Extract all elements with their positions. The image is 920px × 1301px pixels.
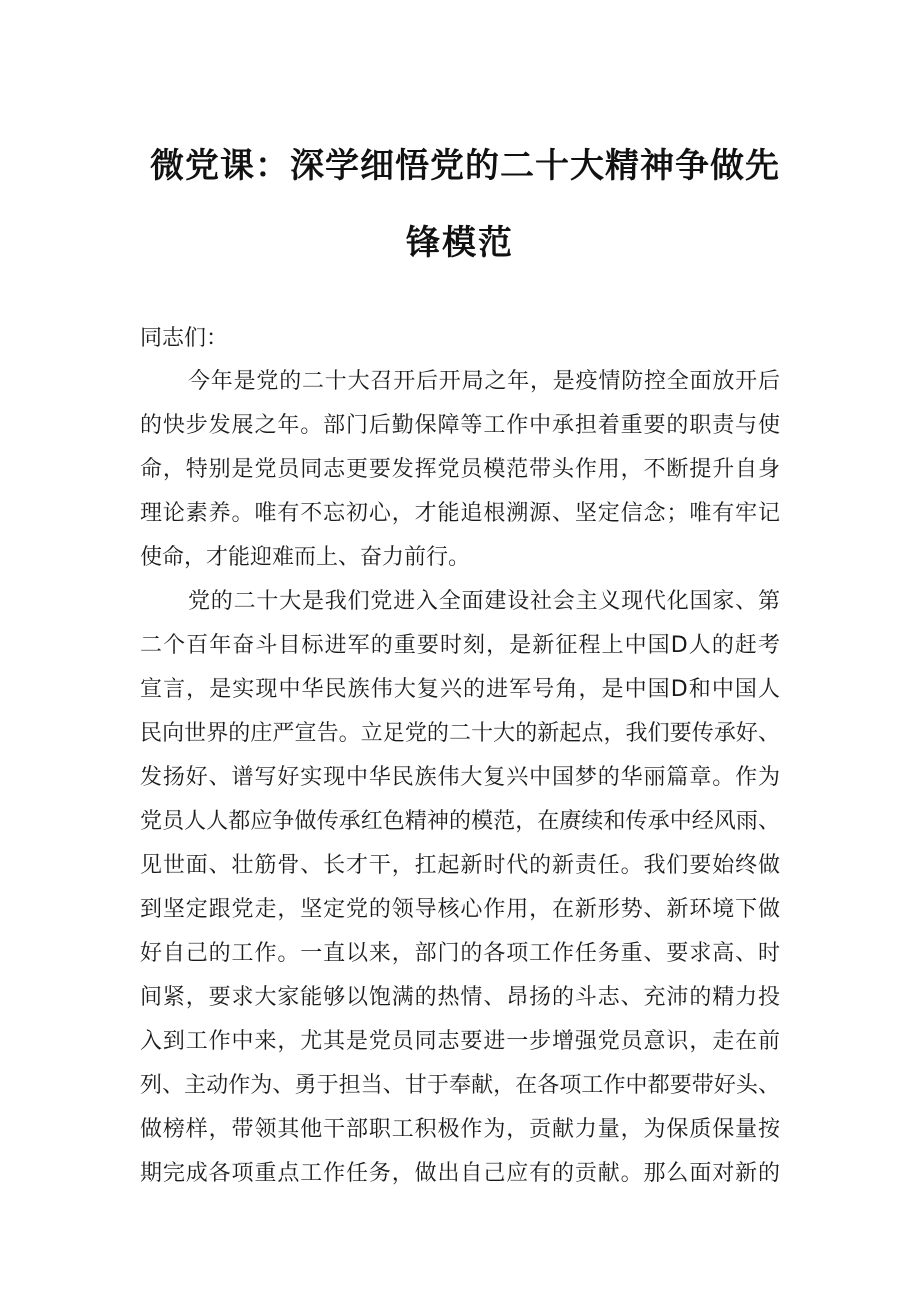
- paragraph-2-line-12: 列、主动作为、勇于担当、甘于奉献，在各项工作中都要带好头、: [140, 1073, 780, 1098]
- paragraph-2-line-6: 党员人人都应争做传承红色精神的模范，在赓续和传承中经风雨、: [140, 809, 780, 834]
- paragraph-2-line-10: 间紧，要求大家能够以饱满的热情、昂扬的斗志、充沛的精力投: [140, 985, 780, 1010]
- paragraph-2-line-9: 好自己的工作。一直以来，部门的各项工作任务重、要求高、时: [140, 941, 780, 966]
- paragraph-1-line-3: 命，特别是党员同志更要发挥党员模范带头作用，不断提升自身: [140, 457, 780, 482]
- paragraph-2-line-4: 民向世界的庄严宣告。立足党的二十大的新起点，我们要传承好、: [140, 721, 780, 746]
- paragraph-1-line-1: 今年是党的二十大召开后开局之年，是疫情防控全面放开后: [188, 369, 780, 394]
- paragraph-2-line-5: 发扬好、谱写好实现中华民族伟大复兴中国梦的华丽篇章。作为: [140, 765, 780, 790]
- paragraph-2-line-1: 党的二十大是我们党进入全面建设社会主义现代化国家、第: [188, 589, 780, 614]
- paragraph-2-line-13: 做榜样，带领其他干部职工积极作为，贡献力量，为保质保量按: [140, 1117, 780, 1142]
- paragraph-1-line-5: 使命，才能迎难而上、奋力前行。: [140, 545, 471, 570]
- page-title-line-1: 微党课：深学细悟党的二十大精神争做先: [150, 146, 780, 186]
- paragraph-2-line-8: 到坚定跟党走，坚定党的领导核心作用，在新形势、新环境下做: [140, 897, 780, 922]
- paragraph-2-line-7: 见世面、壮筋骨、长才干，扛起新时代的新责任。我们要始终做: [140, 853, 780, 878]
- paragraph-2-line-11: 入到工作中来，尤其是党员同志要进一步增强党员意识，走在前: [140, 1029, 780, 1054]
- paragraph-2-line-2: 二个百年奋斗目标进军的重要时刻，是新征程上中国D人的赶考: [140, 633, 780, 658]
- page-title-line-2: 锋模范: [406, 223, 514, 263]
- paragraph-2-line-14: 期完成各项重点工作任务，做出自己应有的贡献。那么面对新的: [140, 1161, 780, 1186]
- salutation: 同志们：: [140, 326, 229, 351]
- paragraph-1-line-4: 理论素养。唯有不忘初心，才能追根溯源、坚定信念；唯有牢记: [140, 501, 780, 526]
- paragraph-1-line-2: 的快步发展之年。部门后勤保障等工作中承担着重要的职责与使: [140, 413, 780, 438]
- paragraph-2-line-3: 宣言，是实现中华民族伟大复兴的进军号角，是中国D和中国人: [140, 677, 780, 702]
